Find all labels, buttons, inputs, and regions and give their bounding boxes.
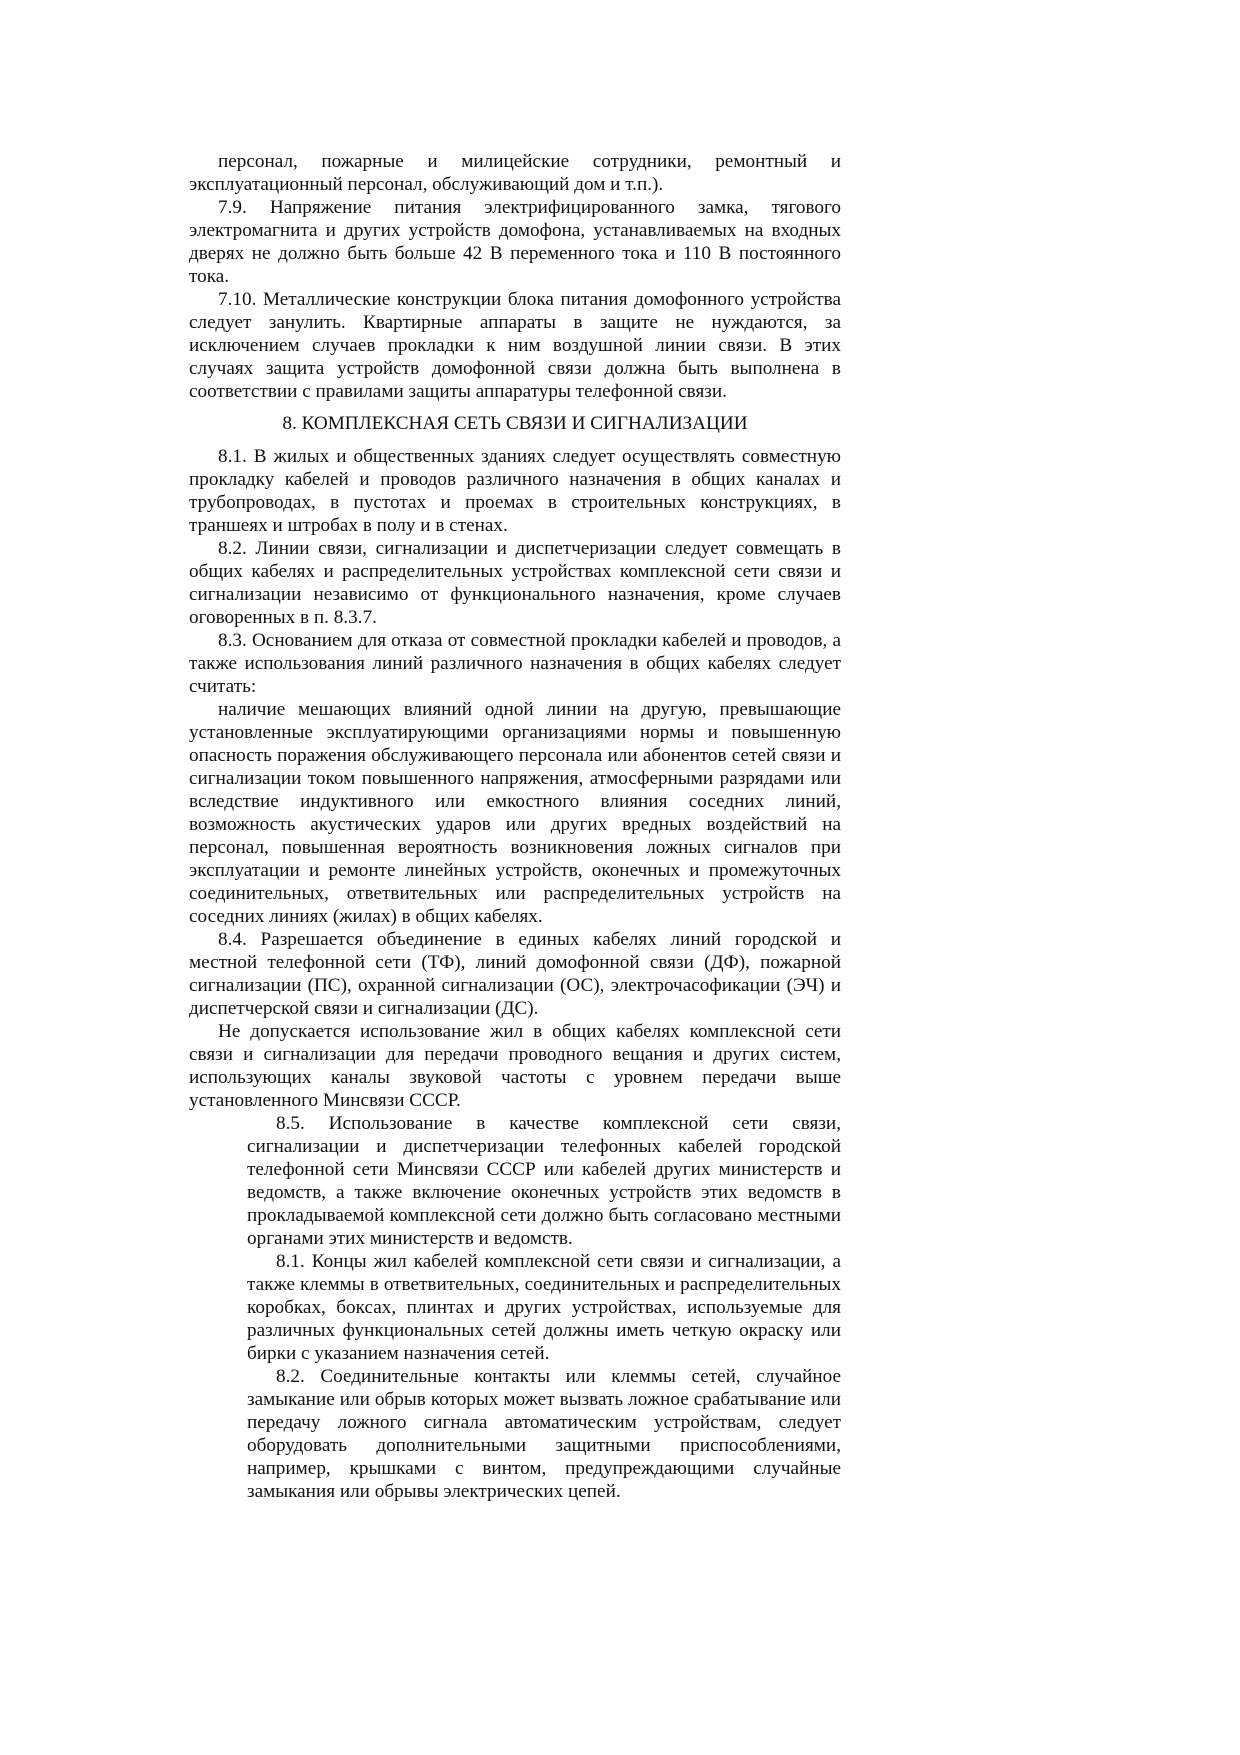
paragraph-8-3: 8.3. Основанием для отказа от совместной прокладки кабелей и проводов, а также использования линий различного назначения в общих кабелях следует считать: — [189, 630, 841, 697]
paragraph-7-9: 7.9. Напряжение питания электрифицированного замка, тягового электромагнита и других устройств домофона, устанавливаемых на входных дверях не должно быть больше 42 В переменного тока и 110 В постоянного тока. — [189, 197, 841, 287]
paragraph-8-1-cable-ends: 8.1. Концы жил кабелей комплексной сети связи и сигнализации, а также клеммы в ответвительных, соединительных и распределительных коробках, боксах, плинтах и других устройствах, используемые для различных функциональных сетей должны иметь четкую окраску или бирки с указанием назначения сетей. — [247, 1251, 841, 1364]
section-heading-8: 8. КОМПЛЕКСНАЯ СЕТЬ СВЯЗИ И СИГНАЛИЗАЦИИ — [282, 413, 748, 434]
document-body — [189, 150, 841, 1503]
paragraph-8-4-restriction: Не допускается использование жил в общих кабелях комплексной сети связи и сигнализации для передачи проводного вещания и других систем, использующих каналы звуковой частоты с уровнем передачи выше установленного Минсвязи СССР. — [189, 1021, 841, 1111]
paragraph-8-2: 8.2. Линии связи, сигнализации и диспетчеризации следует совмещать в общих кабелях и распределительных устройствах комплексной сети связи и сигнализации независимо от функционального назначения, кроме случаев оговоренных в п. 8.3.7. — [189, 538, 841, 628]
paragraph-8-1: 8.1. В жилых и общественных зданиях следует осуществлять совместную прокладку кабелей и проводов различного назначения в общих каналах и трубопроводах, в пустотах и проемах в строительных конструкциях, в траншеях и штробах в полу и в стенах. — [189, 446, 841, 536]
paragraph-7-10: 7.10. Металлические конструкции блока питания домофонного устройства следует занулить. Квартирные аппараты в защите не нуждаются, за исключением случаев прокладки к ним воздушной линии связи. В этих случаях защита устройств домофонной связи должна быть выполнена в соответствии с правилами защиты аппаратуры телефонной связи. — [189, 289, 841, 402]
paragraph-8-5: 8.5. Использование в качестве комплексной сети связи, сигнализации и диспетчеризации телефонных кабелей городской телефонной сети Минсвязи СССР или кабелей других министерств и ведомств, а также включение оконечных устройств этих ведомств в прокладываемой комплексной сети должно быть согласовано местными органами этих министерств и ведомств. — [247, 1113, 841, 1249]
paragraph-8-2-contacts: 8.2. Соединительные контакты или клеммы сетей, случайное замыкание или обрыв которых может вызвать ложное срабатывание или передачу ложного сигнала автоматическим устройствам, следует оборудовать дополнительными защитными приспособлениями, например, крышками с винтом, предупреждающими случайные замыкания или обрывы электрических цепей. — [247, 1366, 841, 1502]
paragraph-8-4: 8.4. Разрешается объединение в единых кабелях линий городской и местной телефонной сети (ТФ), линий домофонной связи (ДФ), пожарной сигнализации (ПС), охранной сигнализации (ОС), электрочасофикации (ЭЧ) и диспетчерской связи и сигнализации (ДС). — [189, 929, 841, 1019]
paragraph-7-8-continuation: персонал, пожарные и милицейские сотрудники, ремонтный и эксплуатационный персонал, обслуживающий дом и т.п.). — [189, 151, 841, 195]
paragraph-8-3-detail: наличие мешающих влияний одной линии на другую, превышающие установленные эксплуатирующими организациями нормы и повышенную опасность поражения обслуживающего персонала или абонентов сетей связи и сигнализации током повышенного напряжения, атмосферными разрядами или вследствие индуктивного или емкостного влияния соседних линий, возможность акустических ударов или других вредных воздействий на персонал, повышенная вероятность возникновения ложных сигналов при эксплуатации и ремонте линейных устройств, оконечных и промежуточных соединительных, ответвительных или распределительных устройств на соседних линиях (жилах) в общих кабелях. — [189, 699, 841, 927]
